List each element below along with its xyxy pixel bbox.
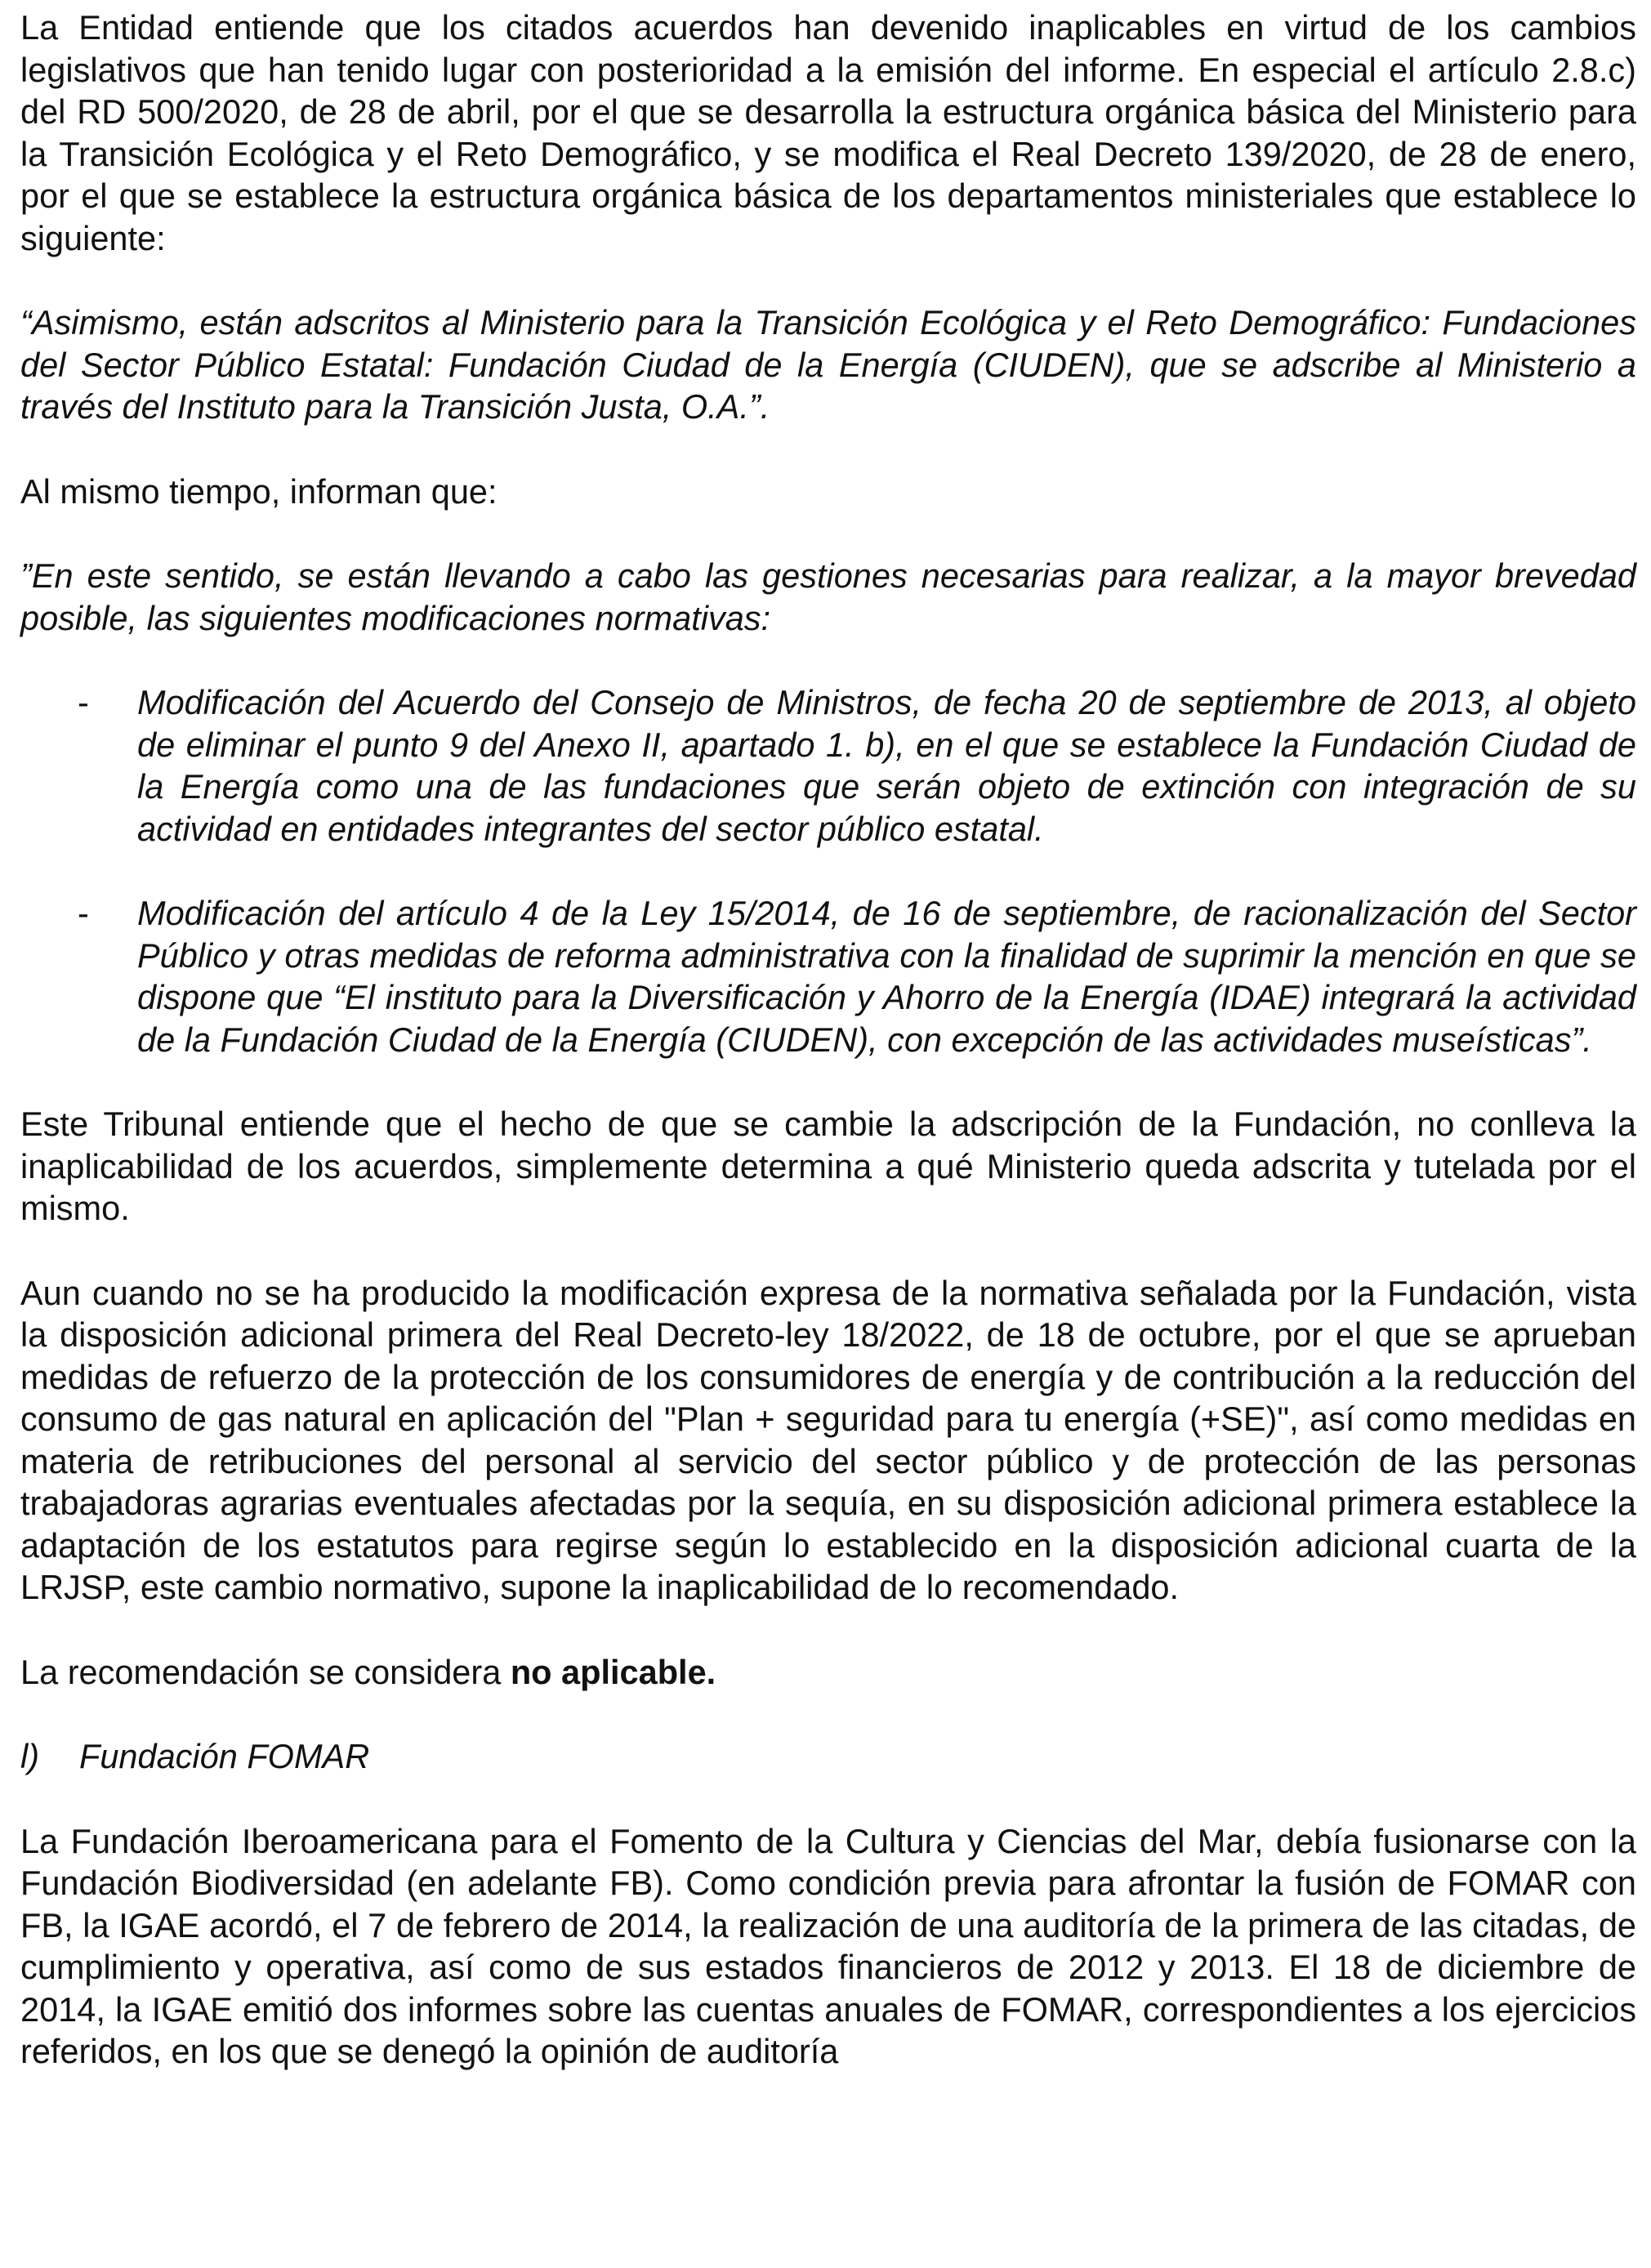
paragraph-recomendacion [20,1651,1636,1694]
list-item [20,681,1636,850]
bullet-text: Modificación del artículo 4 de la Ley 15/2014, de 16 de septiembre, de racionalización del Sector Público y otras medidas de reforma administrativa con la finalidad de suprimir la mención en que se dispone que “El instituto para la Diversificación y Ahorro de la Energía (IDAE) integrará la actividad de la Fundación Ciudad de la Energía (CIUDEN), con excepción de las actividades museísticas”. [137,894,1636,1059]
bullet-dash: - [78,894,89,932]
quote-asimismo: “Asimismo, están adscritos al Ministerio para la Transición Ecológica y el Reto Demográfico: Fundaciones del Sector Público Estatal: Fundación Ciudad de la Energía (CIUDEN), que se adscribe al Ministerio a través del Instituto para la Transición Justa, O.A.”. [20,303,1636,426]
bullet-text: Modificación del Acuerdo del Consejo de Ministros, de fecha 20 de septiembre de 2013, al objeto de eliminar el punto 9 del Anexo II, apartado 1. b), en el que se establece la Fundación Ciudad de la Energía como una de las fundaciones que serán objeto de extinción con integración de su actividad en entidades integrantes del sector público estatal. [137,683,1636,848]
recomendacion-prefix: La recomendación se considera [20,1652,511,1691]
section-title: Fundación FOMAR [79,1737,370,1775]
document-page [20,7,1636,2115]
modificaciones-list [20,681,1636,1060]
section-heading [20,1735,1636,1778]
paragraph-aun-cuando: Aun cuando no se ha producido la modificación expresa de la normativa señalada por la Fundación, vista la disposición adicional primera del Real Decreto-ley 18/2022, de 18 de octubre, por el que se aprueban medidas de refuerzo de la protección de los consumidores de energía y de contribución a la reducción del consumo de gas natural en aplicación del "Plan + seguridad para tu energía (+SE)", así como medidas en materia de retribuciones del personal al servicio del sector público y de protección de las personas trabajadoras agrarias eventuales afectadas por la sequía, en su disposición adicional primera establece la adaptación de los estatutos para regirse según lo establecido en la disposición adicional cuarta de la LRJSP, este cambio normativo, supone la inaplicabilidad de lo recomendado. [20,1273,1636,1606]
list-item [20,892,1636,1060]
paragraph-tribunal-entiende: Este Tribunal entiende que el hecho de que se cambie la adscripción de la Fundación, no conlleva la inaplicabilidad de los acuerdos, simplemente determina a qué Ministerio queda adscrita y tutelada por el mismo. [20,1105,1636,1227]
paragraph-al-mismo-tiempo: Al mismo tiempo, informan que: [20,471,498,511]
recomendacion-verdict: no aplicable. [510,1652,716,1691]
section-letter: l) [20,1737,40,1775]
bullet-dash: - [78,683,89,721]
paragraph-fundacion-iberoamericana: La Fundación Iberoamericana para el Fomento de la Cultura y Ciencias del Mar, debía fusionarse con la Fundación Biodiversidad (en adelante FB). Como condición previa para afrontar la fusión de FOMAR con FB, la IGAE acordó, el 7 de febrero de 2014, la realización de una auditoría de la primera de las citadas, de cumplimiento y operativa, así como de sus estados financieros de 2012 y 2013. El 18 de diciembre de 2014, la IGAE emitió dos informes sobre las cuentas anuales de FOMAR, correspondientes a los ejercicios referidos, en los que se denegó la opinión de auditoría [20,1821,1636,2070]
paragraph-entidad-entiende: La Entidad entiende que los citados acuerdos han devenido inaplicables en virtud de los cambios legislativos que han tenido lugar con posterioridad a la emisión del informe. En especial el artículo 2.8.c) del RD 500/2020, de 28 de abril, por el que se desarrolla la estructura orgánica básica del Ministerio para la Transición Ecológica y el Reto Demográfico, y se modifica el Real Decreto 139/2020, de 28 de enero, por el que se establece la estructura orgánica básica de los departamentos ministeriales que establece lo siguiente: [20,8,1636,257]
quote-en-este-sentido: ”En este sentido, se están llevando a cabo las gestiones necesarias para realizar, a la mayor brevedad posible, las siguientes modificaciones normativas: [20,556,1636,637]
